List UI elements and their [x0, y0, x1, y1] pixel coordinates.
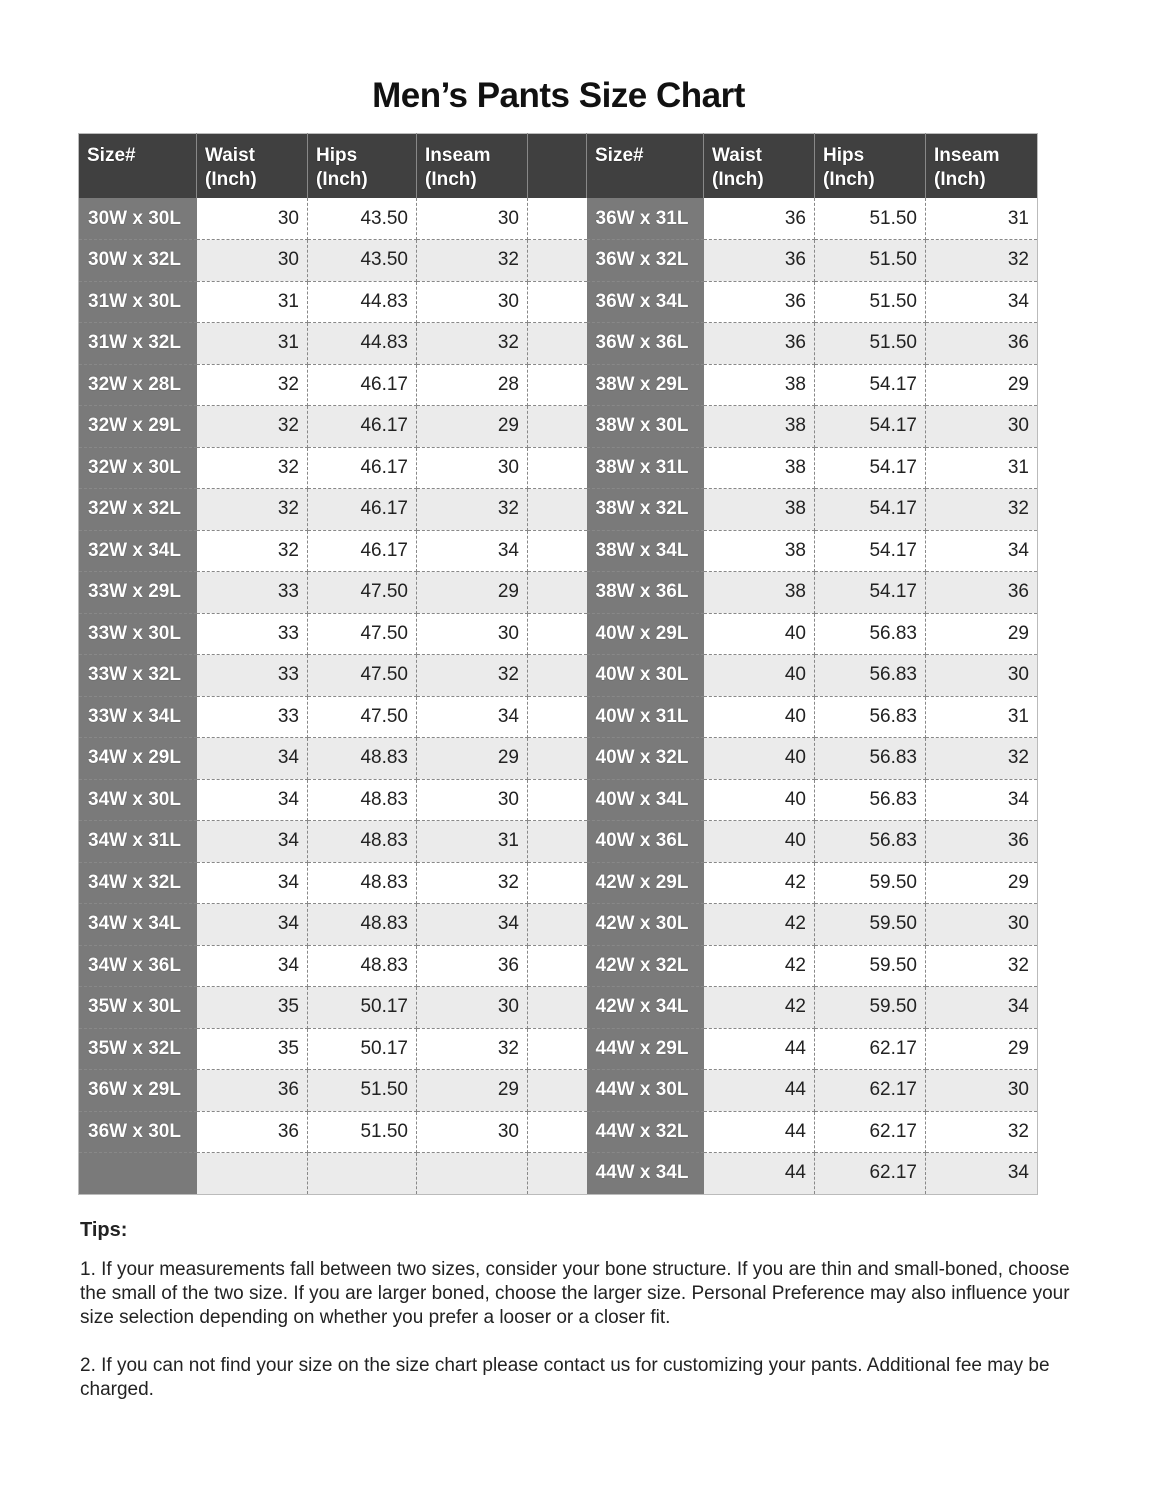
cell-inseam: 30 — [417, 1111, 528, 1153]
cell-size: 32W x 32L — [79, 489, 197, 531]
cell-waist — [197, 1153, 308, 1195]
cell-waist: 32 — [197, 447, 308, 489]
cell-waist: 40 — [704, 696, 815, 738]
cell-hips: 48.83 — [308, 862, 417, 904]
table-row — [79, 1153, 1038, 1195]
cell-spacer — [528, 572, 587, 614]
table-row — [79, 323, 1038, 365]
cell-waist: 38 — [704, 530, 815, 572]
cell-spacer — [528, 1153, 587, 1195]
cell-inseam: 34 — [417, 904, 528, 946]
cell-size: 34W x 30L — [79, 779, 197, 821]
table-row — [79, 1111, 1038, 1153]
cell-hips: 47.50 — [308, 613, 417, 655]
cell-hips: 59.50 — [815, 904, 926, 946]
cell-waist: 40 — [704, 779, 815, 821]
cell-spacer — [528, 779, 587, 821]
cell-size: 36W x 34L — [587, 281, 704, 323]
cell-hips: 62.17 — [815, 1028, 926, 1070]
cell-waist: 34 — [197, 779, 308, 821]
cell-size: 36W x 30L — [79, 1111, 197, 1153]
cell-inseam: 36 — [417, 945, 528, 987]
cell-waist: 38 — [704, 447, 815, 489]
size-chart-table — [78, 133, 1038, 1195]
cell-inseam: 34 — [926, 1153, 1038, 1195]
cell-size: 38W x 29L — [587, 364, 704, 406]
cell-waist: 33 — [197, 655, 308, 697]
cell-spacer — [528, 489, 587, 531]
cell-inseam: 31 — [926, 447, 1038, 489]
table-row — [79, 862, 1038, 904]
table-row — [79, 779, 1038, 821]
cell-size: 44W x 29L — [587, 1028, 704, 1070]
cell-size: 44W x 30L — [587, 1070, 704, 1112]
cell-spacer — [528, 862, 587, 904]
cell-size: 36W x 31L — [587, 198, 704, 240]
cell-size: 42W x 32L — [587, 945, 704, 987]
cell-size: 42W x 30L — [587, 904, 704, 946]
cell-spacer — [528, 1070, 587, 1112]
cell-size: 40W x 30L — [587, 655, 704, 697]
cell-inseam: 31 — [926, 198, 1038, 240]
cell-hips: 48.83 — [308, 779, 417, 821]
cell-waist: 33 — [197, 613, 308, 655]
cell-size: 30W x 32L — [79, 240, 197, 282]
cell-waist: 40 — [704, 738, 815, 780]
cell-size: 34W x 31L — [79, 821, 197, 863]
cell-inseam: 29 — [926, 613, 1038, 655]
cell-hips: 56.83 — [815, 655, 926, 697]
cell-waist: 40 — [704, 821, 815, 863]
cell-inseam: 34 — [926, 987, 1038, 1029]
cell-inseam: 32 — [926, 738, 1038, 780]
cell-waist: 34 — [197, 904, 308, 946]
cell-hips: 56.83 — [815, 613, 926, 655]
cell-hips: 56.83 — [815, 821, 926, 863]
cell-hips: 47.50 — [308, 696, 417, 738]
cell-waist: 38 — [704, 364, 815, 406]
cell-inseam: 31 — [926, 696, 1038, 738]
table-row — [79, 364, 1038, 406]
cell-hips: 46.17 — [308, 364, 417, 406]
cell-size: 35W x 32L — [79, 1028, 197, 1070]
cell-inseam: 30 — [417, 987, 528, 1029]
cell-waist: 33 — [197, 696, 308, 738]
cell-waist: 31 — [197, 281, 308, 323]
cell-spacer — [528, 240, 587, 282]
cell-hips: 51.50 — [308, 1111, 417, 1153]
cell-inseam: 32 — [926, 1111, 1038, 1153]
cell-inseam: 34 — [926, 779, 1038, 821]
cell-waist: 36 — [704, 240, 815, 282]
cell-inseam: 30 — [926, 655, 1038, 697]
cell-size: 44W x 32L — [587, 1111, 704, 1153]
cell-size: 35W x 30L — [79, 987, 197, 1029]
cell-waist: 36 — [704, 323, 815, 365]
header-waist: Waist (Inch) — [704, 134, 815, 199]
header-spacer — [528, 134, 587, 199]
cell-hips: 56.83 — [815, 738, 926, 780]
cell-waist: 32 — [197, 406, 308, 448]
cell-waist: 44 — [704, 1028, 815, 1070]
cell-size: 36W x 32L — [587, 240, 704, 282]
cell-waist: 36 — [704, 198, 815, 240]
cell-inseam: 30 — [417, 281, 528, 323]
cell-size: 40W x 29L — [587, 613, 704, 655]
cell-spacer — [528, 738, 587, 780]
cell-waist: 40 — [704, 655, 815, 697]
cell-hips: 54.17 — [815, 530, 926, 572]
cell-inseam: 36 — [926, 323, 1038, 365]
page-title: Men’s Pants Size Chart — [372, 76, 745, 115]
cell-size: 36W x 29L — [79, 1070, 197, 1112]
cell-size: 33W x 29L — [79, 572, 197, 614]
cell-inseam: 31 — [417, 821, 528, 863]
cell-hips: 62.17 — [815, 1111, 926, 1153]
cell-inseam: 36 — [926, 821, 1038, 863]
cell-hips: 59.50 — [815, 862, 926, 904]
cell-inseam: 36 — [926, 572, 1038, 614]
cell-hips: 56.83 — [815, 779, 926, 821]
cell-inseam: 32 — [417, 240, 528, 282]
cell-spacer — [528, 945, 587, 987]
header-row — [79, 134, 1038, 199]
cell-size: 40W x 31L — [587, 696, 704, 738]
cell-size: 38W x 36L — [587, 572, 704, 614]
cell-inseam: 29 — [926, 364, 1038, 406]
cell-inseam: 34 — [926, 530, 1038, 572]
cell-waist: 34 — [197, 945, 308, 987]
cell-waist: 32 — [197, 530, 308, 572]
cell-inseam: 29 — [417, 1070, 528, 1112]
cell-hips: 46.17 — [308, 489, 417, 531]
cell-hips: 56.83 — [815, 696, 926, 738]
cell-hips: 47.50 — [308, 655, 417, 697]
cell-hips: 43.50 — [308, 240, 417, 282]
cell-inseam: 29 — [926, 1028, 1038, 1070]
cell-spacer — [528, 447, 587, 489]
cell-inseam: 29 — [926, 862, 1038, 904]
tips-heading: Tips: — [80, 1219, 128, 1241]
cell-inseam: 32 — [417, 489, 528, 531]
table-row — [79, 240, 1038, 282]
cell-inseam — [417, 1153, 528, 1195]
header-inseam: Inseam (Inch) — [926, 134, 1038, 199]
header-inseam: Inseam (Inch) — [417, 134, 528, 199]
header-size: Size# — [79, 134, 197, 199]
cell-size: 33W x 30L — [79, 613, 197, 655]
cell-hips: 48.83 — [308, 738, 417, 780]
cell-waist: 34 — [197, 821, 308, 863]
cell-hips — [308, 1153, 417, 1195]
table-row — [79, 572, 1038, 614]
table-row — [79, 696, 1038, 738]
cell-spacer — [528, 281, 587, 323]
cell-size: 38W x 30L — [587, 406, 704, 448]
header-hips: Hips (Inch) — [815, 134, 926, 199]
cell-size: 34W x 29L — [79, 738, 197, 780]
table-row — [79, 738, 1038, 780]
header-size: Size# — [587, 134, 704, 199]
cell-hips: 44.83 — [308, 323, 417, 365]
cell-hips: 54.17 — [815, 489, 926, 531]
cell-hips: 51.50 — [815, 323, 926, 365]
cell-hips: 50.17 — [308, 987, 417, 1029]
cell-hips: 46.17 — [308, 530, 417, 572]
cell-hips: 44.83 — [308, 281, 417, 323]
table-row — [79, 198, 1038, 240]
cell-inseam: 30 — [417, 779, 528, 821]
table-row — [79, 447, 1038, 489]
cell-size: 33W x 32L — [79, 655, 197, 697]
cell-waist: 40 — [704, 613, 815, 655]
cell-size: 36W x 36L — [587, 323, 704, 365]
table-row — [79, 613, 1038, 655]
cell-inseam: 30 — [417, 613, 528, 655]
cell-hips: 54.17 — [815, 572, 926, 614]
cell-hips: 48.83 — [308, 945, 417, 987]
cell-waist: 34 — [197, 862, 308, 904]
cell-inseam: 34 — [417, 696, 528, 738]
cell-size: 40W x 34L — [587, 779, 704, 821]
cell-waist: 33 — [197, 572, 308, 614]
header-hips: Hips (Inch) — [308, 134, 417, 199]
cell-hips: 62.17 — [815, 1153, 926, 1195]
cell-spacer — [528, 530, 587, 572]
cell-hips: 47.50 — [308, 572, 417, 614]
cell-size: 34W x 32L — [79, 862, 197, 904]
cell-waist: 38 — [704, 572, 815, 614]
cell-waist: 38 — [704, 489, 815, 531]
tip-1: 1. If your measurements fall between two sizes, consider your bone structure. If you are thin and small-boned, choose the small of the two size. If you are larger boned, choose the larger size. Personal Preference may also influence your size selection depending on whether you prefer a looser or a closer fit. — [80, 1259, 1070, 1328]
cell-size: 33W x 34L — [79, 696, 197, 738]
cell-hips: 59.50 — [815, 945, 926, 987]
cell-inseam: 32 — [926, 489, 1038, 531]
cell-waist: 31 — [197, 323, 308, 365]
cell-size: 40W x 36L — [587, 821, 704, 863]
table-row — [79, 489, 1038, 531]
cell-waist: 35 — [197, 1028, 308, 1070]
cell-size: 32W x 30L — [79, 447, 197, 489]
cell-inseam: 29 — [417, 406, 528, 448]
cell-inseam: 29 — [417, 738, 528, 780]
cell-inseam: 30 — [926, 1070, 1038, 1112]
cell-size: 38W x 34L — [587, 530, 704, 572]
cell-spacer — [528, 364, 587, 406]
cell-waist: 42 — [704, 987, 815, 1029]
cell-inseam: 32 — [926, 240, 1038, 282]
tips-section — [80, 1218, 1100, 1426]
cell-waist: 35 — [197, 987, 308, 1029]
cell-waist: 30 — [197, 240, 308, 282]
cell-size: 31W x 30L — [79, 281, 197, 323]
cell-inseam: 30 — [417, 447, 528, 489]
cell-spacer — [528, 613, 587, 655]
cell-inseam: 30 — [417, 198, 528, 240]
cell-waist: 38 — [704, 406, 815, 448]
cell-inseam: 32 — [926, 945, 1038, 987]
table-row — [79, 904, 1038, 946]
cell-hips: 51.50 — [815, 240, 926, 282]
cell-size: 40W x 32L — [587, 738, 704, 780]
cell-size: 42W x 34L — [587, 987, 704, 1029]
cell-spacer — [528, 406, 587, 448]
cell-waist: 34 — [197, 738, 308, 780]
table-row — [79, 281, 1038, 323]
cell-spacer — [528, 696, 587, 738]
cell-inseam: 29 — [417, 572, 528, 614]
header-waist: Waist (Inch) — [197, 134, 308, 199]
cell-spacer — [528, 655, 587, 697]
cell-hips: 51.50 — [815, 281, 926, 323]
cell-hips: 62.17 — [815, 1070, 926, 1112]
cell-inseam: 32 — [417, 323, 528, 365]
cell-spacer — [528, 904, 587, 946]
cell-hips: 51.50 — [308, 1070, 417, 1112]
table-row — [79, 987, 1038, 1029]
table-row — [79, 821, 1038, 863]
cell-inseam: 30 — [926, 406, 1038, 448]
cell-hips: 54.17 — [815, 406, 926, 448]
cell-size: 32W x 28L — [79, 364, 197, 406]
cell-waist: 42 — [704, 945, 815, 987]
cell-size: 44W x 34L — [587, 1153, 704, 1195]
cell-size: 32W x 34L — [79, 530, 197, 572]
cell-hips: 54.17 — [815, 447, 926, 489]
table-row — [79, 530, 1038, 572]
cell-waist: 30 — [197, 198, 308, 240]
cell-spacer — [528, 1028, 587, 1070]
cell-inseam: 28 — [417, 364, 528, 406]
cell-hips: 54.17 — [815, 364, 926, 406]
cell-size: 42W x 29L — [587, 862, 704, 904]
cell-waist: 44 — [704, 1153, 815, 1195]
cell-hips: 50.17 — [308, 1028, 417, 1070]
cell-inseam: 32 — [417, 1028, 528, 1070]
cell-waist: 36 — [704, 281, 815, 323]
cell-inseam: 32 — [417, 862, 528, 904]
tip-2: 2. If you can not find your size on the size chart please contact us for customizing your pants. Additional fee may be charged. — [80, 1355, 1050, 1400]
table-row — [79, 1070, 1038, 1112]
cell-size: 38W x 32L — [587, 489, 704, 531]
cell-waist: 36 — [197, 1111, 308, 1153]
cell-hips: 51.50 — [815, 198, 926, 240]
cell-hips: 59.50 — [815, 987, 926, 1029]
cell-waist: 44 — [704, 1070, 815, 1112]
cell-inseam: 34 — [926, 281, 1038, 323]
cell-inseam: 34 — [417, 530, 528, 572]
cell-size: 30W x 30L — [79, 198, 197, 240]
cell-size: 34W x 36L — [79, 945, 197, 987]
cell-spacer — [528, 987, 587, 1029]
cell-waist: 42 — [704, 862, 815, 904]
cell-spacer — [528, 1111, 587, 1153]
cell-hips: 48.83 — [308, 904, 417, 946]
cell-size — [79, 1153, 197, 1195]
cell-waist: 36 — [197, 1070, 308, 1112]
cell-waist: 32 — [197, 489, 308, 531]
table-row — [79, 945, 1038, 987]
cell-inseam: 32 — [417, 655, 528, 697]
cell-hips: 46.17 — [308, 406, 417, 448]
cell-hips: 43.50 — [308, 198, 417, 240]
cell-inseam: 30 — [926, 904, 1038, 946]
cell-hips: 46.17 — [308, 447, 417, 489]
cell-size: 32W x 29L — [79, 406, 197, 448]
cell-waist: 42 — [704, 904, 815, 946]
cell-spacer — [528, 323, 587, 365]
table-row — [79, 406, 1038, 448]
cell-waist: 44 — [704, 1111, 815, 1153]
cell-size: 34W x 34L — [79, 904, 197, 946]
table-row — [79, 655, 1038, 697]
cell-spacer — [528, 821, 587, 863]
cell-size: 31W x 32L — [79, 323, 197, 365]
table-row — [79, 1028, 1038, 1070]
cell-spacer — [528, 198, 587, 240]
cell-hips: 48.83 — [308, 821, 417, 863]
cell-waist: 32 — [197, 364, 308, 406]
cell-size: 38W x 31L — [587, 447, 704, 489]
